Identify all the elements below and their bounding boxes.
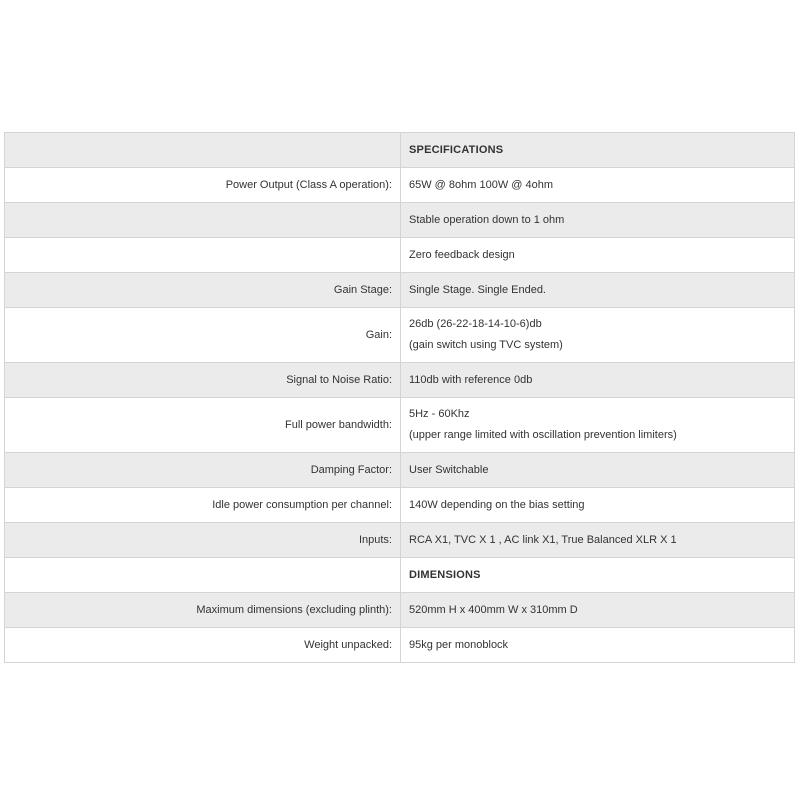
- row-value-line-1: 5Hz - 60Khz: [409, 408, 470, 420]
- row-label: Full power bandwidth:: [5, 398, 401, 453]
- row-label: Idle power consumption per channel:: [5, 488, 401, 523]
- table-row: [5, 168, 795, 203]
- row-label: Gain Stage:: [5, 273, 401, 308]
- specifications-table: [4, 132, 795, 663]
- table-row: [5, 558, 795, 593]
- row-value: Stable operation down to 1 ohm: [401, 203, 795, 238]
- row-value: [401, 308, 795, 363]
- row-value: [401, 398, 795, 453]
- table-row: [5, 523, 795, 558]
- row-value-line-2: (upper range limited with oscillation prevention limiters): [409, 429, 677, 441]
- table-row: [5, 488, 795, 523]
- section-heading-dimensions: DIMENSIONS: [401, 558, 795, 593]
- table-row: [5, 398, 795, 453]
- table-row: [5, 203, 795, 238]
- row-label: [5, 238, 401, 273]
- row-label: [5, 133, 401, 168]
- table-row: [5, 273, 795, 308]
- table-row: [5, 308, 795, 363]
- row-value: User Switchable: [401, 453, 795, 488]
- table-row: [5, 133, 795, 168]
- row-value: 65W @ 8ohm 100W @ 4ohm: [401, 168, 795, 203]
- table-row: [5, 363, 795, 398]
- row-label: Inputs:: [5, 523, 401, 558]
- row-label: Gain:: [5, 308, 401, 363]
- row-label: [5, 558, 401, 593]
- row-label: Power Output (Class A operation):: [5, 168, 401, 203]
- row-value: Zero feedback design: [401, 238, 795, 273]
- row-label: [5, 203, 401, 238]
- row-value-line-2: (gain switch using TVC system): [409, 339, 563, 351]
- row-label: Weight unpacked:: [5, 628, 401, 663]
- row-label: Signal to Noise Ratio:: [5, 363, 401, 398]
- row-label: Maximum dimensions (excluding plinth):: [5, 593, 401, 628]
- row-value: 110db with reference 0db: [401, 363, 795, 398]
- table-row: [5, 238, 795, 273]
- section-heading-specifications: SPECIFICATIONS: [401, 133, 795, 168]
- row-value-line-1: 26db (26-22-18-14-10-6)db: [409, 318, 542, 330]
- row-value: 95kg per monoblock: [401, 628, 795, 663]
- table-row: [5, 453, 795, 488]
- table-row: [5, 593, 795, 628]
- row-value: 520mm H x 400mm W x 310mm D: [401, 593, 795, 628]
- row-value: Single Stage. Single Ended.: [401, 273, 795, 308]
- table-row: [5, 628, 795, 663]
- row-value: RCA X1, TVC X 1 , AC link X1, True Balanced XLR X 1: [401, 523, 795, 558]
- row-label: Damping Factor:: [5, 453, 401, 488]
- row-value: 140W depending on the bias setting: [401, 488, 795, 523]
